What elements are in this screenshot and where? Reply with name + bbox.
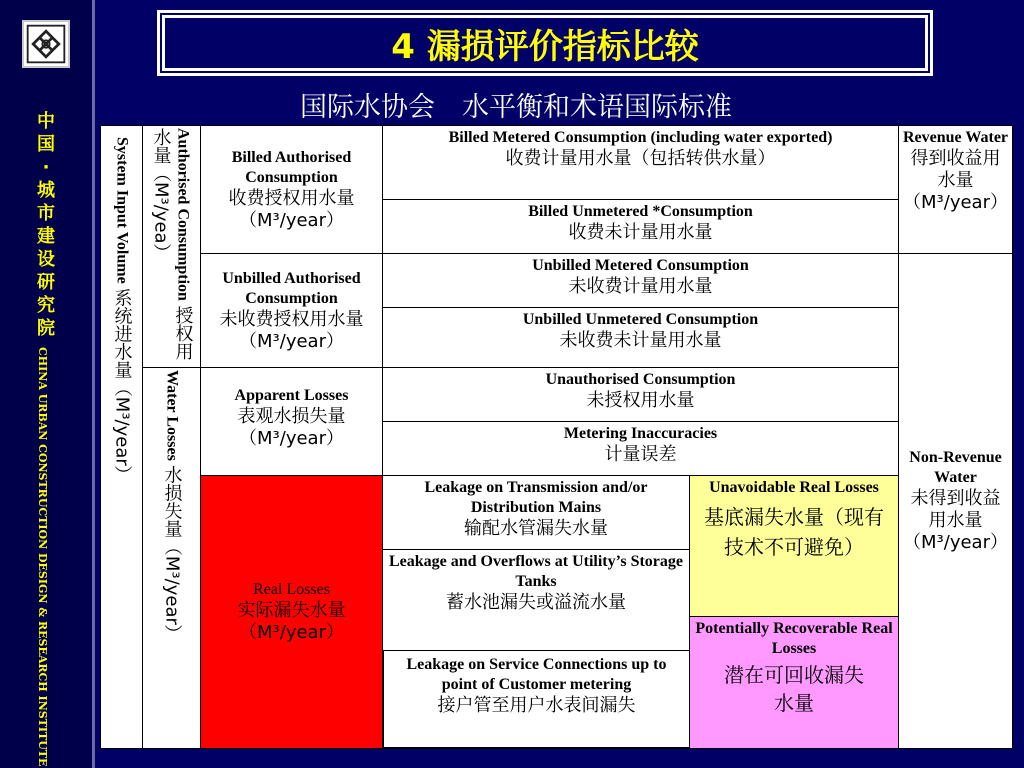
revenue-water-en: Revenue Water	[903, 129, 1009, 146]
metering-inaccuracies-en: Metering Inaccuracies	[563, 425, 718, 442]
billed-metered-cell	[383, 126, 899, 200]
unbilled-unmetered-zh: 未收费未计量用水量	[559, 330, 722, 351]
water-losses-en: Water Losses	[163, 370, 181, 461]
system-input-zh: 系统进水量（M³/year）	[111, 288, 133, 484]
leak-mains-en: Leakage on Transmission and/or Distribution Mains	[424, 479, 648, 516]
billed-authorised-en: Billed Authorised Consumption	[231, 148, 352, 186]
unbilled-authorised-cell	[201, 254, 383, 368]
billed-unmetered-cell	[383, 200, 899, 254]
unbilled-authorised-zh: 未收费授权用水量（M³/year）	[219, 308, 364, 352]
water-losses-cell	[143, 368, 201, 749]
non-revenue-water-cell	[899, 254, 1013, 749]
billed-metered-en: Billed Metered Consumption (including water exported)	[448, 129, 833, 146]
non-revenue-water-zh: 未得到收益用水量（M³/year）	[903, 488, 1008, 553]
leak-mains-zh: 输配水管漏失水量	[464, 518, 608, 539]
page-title: 4 漏损评价指标比较	[391, 26, 699, 67]
billed-authorised-cell	[201, 126, 383, 254]
metering-inaccuracies-cell	[383, 422, 899, 476]
page-subtitle: 国际水协会 水平衡和术语国际标准	[300, 91, 732, 123]
unavoidable-zh: 基底漏失水量（现有技术不可避免）	[704, 505, 884, 559]
leak-mains-cell	[383, 476, 690, 550]
billed-metered-zh: 收费计量用水量（包括转供水量）	[505, 148, 776, 169]
unbilled-metered-zh: 未收费计量用水量	[568, 276, 713, 297]
apparent-losses-cell	[201, 368, 383, 476]
leak-service-zh: 接户管至用户水表间漏失	[437, 695, 636, 716]
billed-authorised-zh: 收费授权用水量（M³/year）	[228, 187, 355, 231]
system-input-en: System Input Volume	[113, 137, 131, 284]
recoverable-en: Potentially Recoverable Real Losses	[695, 620, 893, 657]
unbilled-metered-cell	[383, 254, 899, 308]
unbilled-unmetered-cell	[383, 308, 899, 368]
unbilled-unmetered-en: Unbilled Unmetered Consumption	[522, 311, 759, 328]
recoverable-cell	[690, 617, 899, 749]
metering-inaccuracies-zh: 计量误差	[604, 444, 677, 465]
billed-unmetered-en: Billed Unmetered *Consumption	[528, 203, 753, 220]
leak-storage-en: Leakage and Overflows at Utility’s Storage Tanks	[388, 553, 684, 590]
institute-logo	[22, 20, 70, 68]
authorised-cell	[143, 126, 201, 368]
authorised-zh: 授权用水量（M³/yea）	[150, 128, 194, 361]
recoverable-zh: 潜在可回收漏失水量	[724, 663, 864, 715]
apparent-losses-en: Apparent Losses	[234, 387, 349, 404]
sidebar	[0, 0, 95, 768]
unauthorised-zh: 未授权用水量	[586, 390, 695, 411]
real-losses-zh: 实际漏失水量（M³/year）	[237, 600, 346, 643]
non-revenue-water-en: Non-Revenue Water	[909, 449, 1002, 486]
unauthorised-cell	[383, 368, 899, 422]
revenue-water-zh: 得到收益用水量（M³/year）	[903, 148, 1008, 213]
unauthorised-en: Unauthorised Consumption	[545, 371, 736, 388]
water-losses-zh: 水损失量（M³/year）	[161, 465, 183, 643]
org-name-cn: 中国·城市建设研究院	[37, 111, 55, 339]
revenue-water-cell	[899, 126, 1013, 254]
leak-service-cell	[383, 650, 690, 748]
apparent-losses-zh: 表观水损失量（M³/year）	[237, 406, 346, 449]
leak-service-en: Leakage on Service Connections up to point of Customer metering	[406, 656, 667, 693]
unbilled-metered-en: Unbilled Metered Consumption	[532, 257, 749, 274]
authorised-en: Authorised Consumption	[174, 128, 192, 301]
real-losses-en: Real Losses	[253, 581, 330, 598]
title-box	[157, 10, 933, 76]
unbilled-authorised-en: Unbilled Authorised Consumption	[222, 269, 361, 307]
leak-storage-zh: 蓄水池漏失或溢流水量	[446, 592, 626, 613]
unavoidable-en: Unavoidable Real Losses	[709, 479, 879, 496]
org-name-en: CHINA URBAN CONSTRUCTION DESIGN & RESEARCH INSTITUTE	[36, 347, 49, 767]
unavoidable-cell	[690, 476, 899, 617]
real-losses-cell	[201, 476, 383, 749]
billed-unmetered-zh: 收费未计量用水量	[568, 222, 713, 243]
system-input-cell	[101, 126, 143, 749]
